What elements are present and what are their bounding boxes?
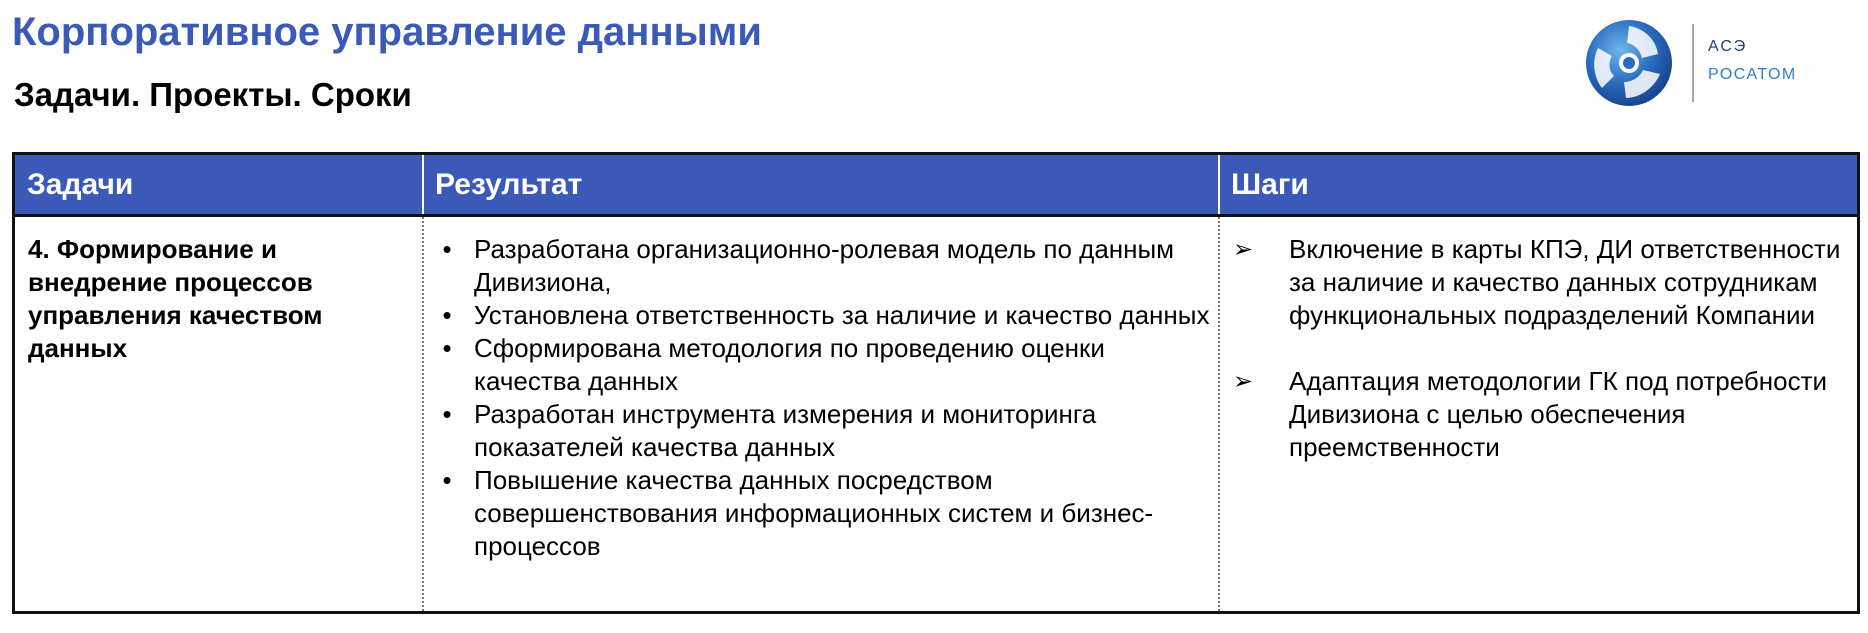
logo-text-ase: АСЭ xyxy=(1708,38,1748,55)
task-cell: 4. Формирование и внедрение процессов управления качеством данных xyxy=(28,234,323,363)
arrow-bullet-icon: ➢ xyxy=(1233,236,1254,263)
result-item: • Разработана организационно-ролевая модель по данным Дивизиона, xyxy=(437,233,1211,299)
bullet-icon: • xyxy=(442,465,452,495)
table-row xyxy=(15,217,1857,611)
page-subtitle: Задачи. Проекты. Сроки xyxy=(14,76,412,113)
result-item: • Сформирована методология по проведению оценки качества данных xyxy=(437,332,1211,398)
column-header-tasks: Задачи xyxy=(27,168,134,201)
bullet-icon: • xyxy=(442,333,452,363)
table-header xyxy=(15,155,1857,217)
column-header-steps: Шаги xyxy=(1231,168,1309,201)
result-cell xyxy=(423,217,1219,611)
arrow-bullet-icon: ➢ xyxy=(1233,368,1254,395)
result-item: • Установлена ответственность за наличие и качество данных xyxy=(437,299,1211,332)
steps-list xyxy=(1233,233,1847,464)
steps-cell xyxy=(1219,217,1857,611)
rosatom-logo-icon xyxy=(1584,18,1674,108)
bullet-icon: • xyxy=(442,234,452,264)
result-item: • Разработан инструмента измерения и мониторинга показателей качества данных xyxy=(437,398,1211,464)
logo-text-rosatom: РОСАТОМ xyxy=(1708,66,1797,83)
step-item: ➢ Включение в карты КПЭ, ДИ ответственности за наличие и качество данных сотрудникам функциональных подразделений Компании xyxy=(1233,234,1841,330)
tasks-table xyxy=(12,152,1860,614)
result-list xyxy=(437,233,1211,563)
bullet-icon: • xyxy=(442,399,452,429)
logo-divider xyxy=(1692,24,1694,102)
page-title: Корпоративное управление данными xyxy=(12,10,762,54)
column-header-result: Результат xyxy=(435,168,583,201)
result-item: • Повышение качества данных посредством совершенствования информационных систем и бизнес-процессов xyxy=(437,464,1211,563)
header-divider xyxy=(422,155,424,214)
bullet-icon: • xyxy=(442,300,452,330)
company-logo xyxy=(1584,18,1854,108)
header-divider xyxy=(1218,155,1220,214)
step-item: ➢ Адаптация методологии ГК под потребности Дивизиона с целью обеспечения преемственности xyxy=(1233,366,1828,462)
